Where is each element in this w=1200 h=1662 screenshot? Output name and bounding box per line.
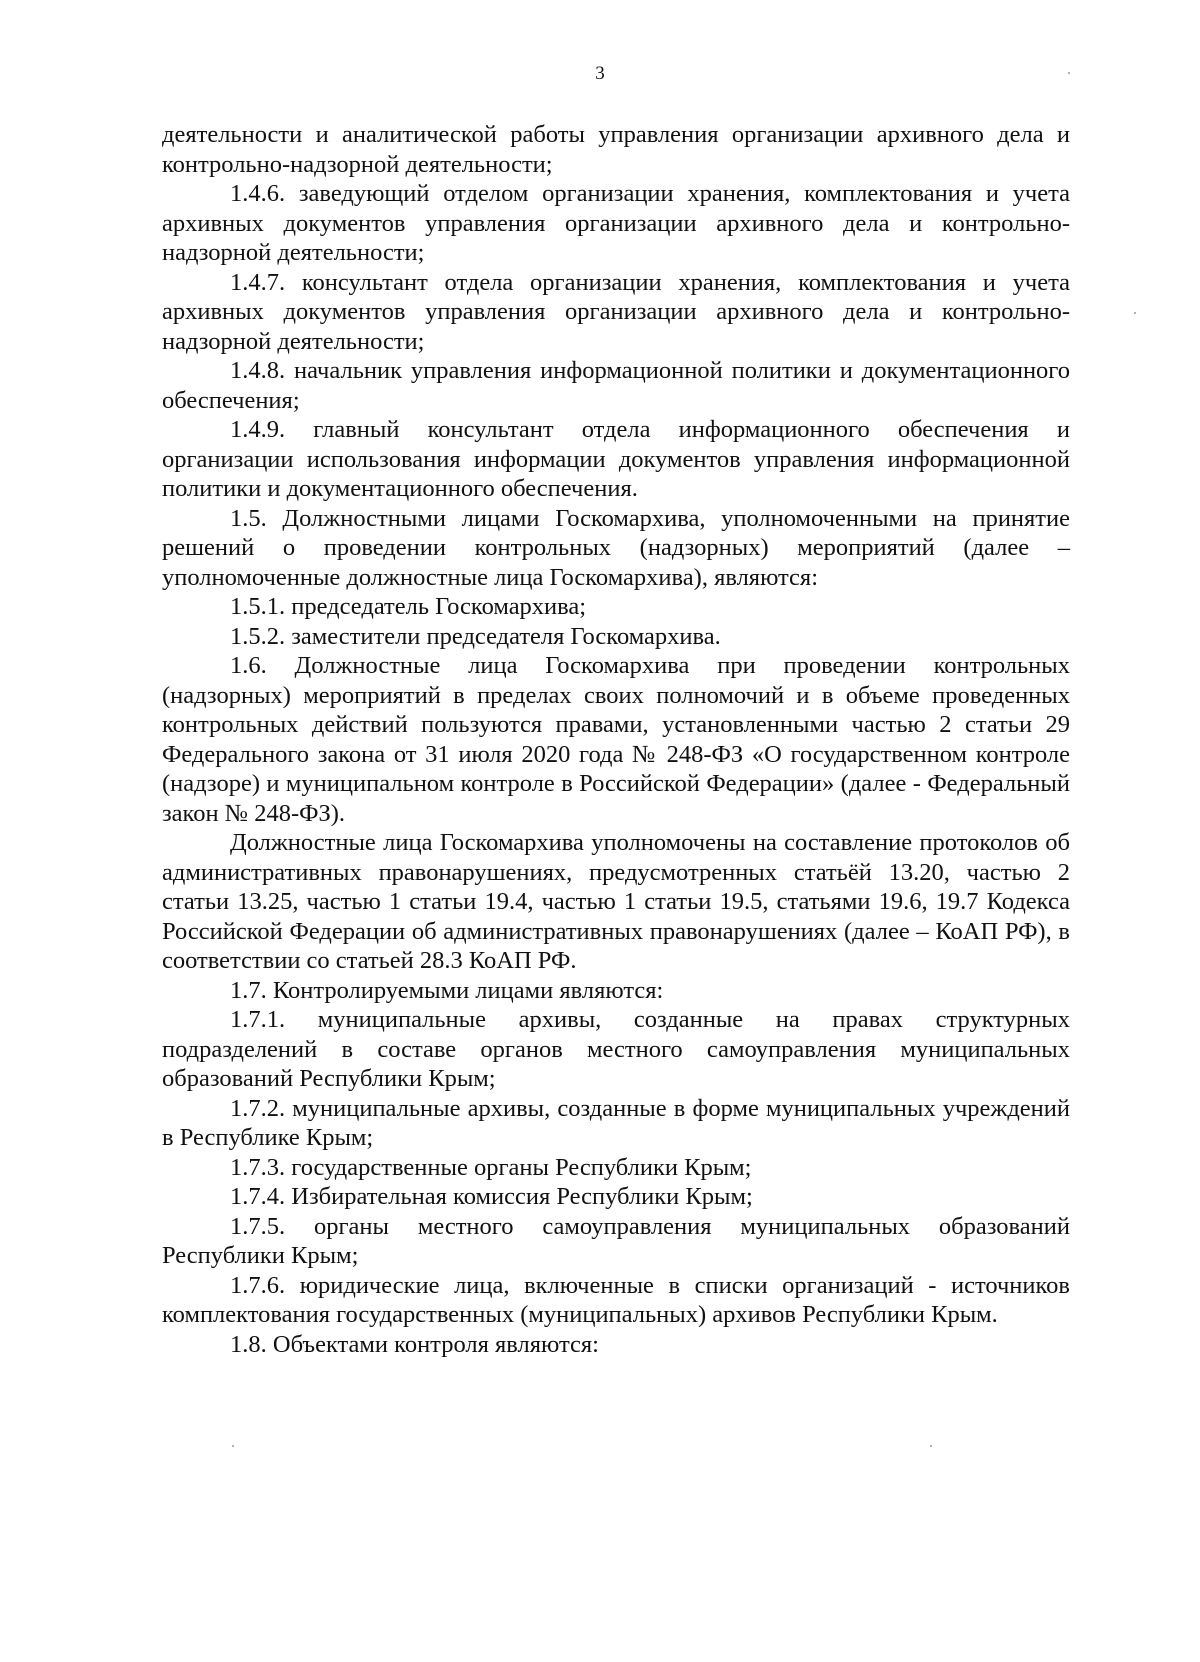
paragraph-1-4-9: 1.4.9. главный консультант отдела информационного обеспечения и организации использования информации документов управления информационной политики и документационного обеспечения.	[162, 416, 1070, 502]
paragraph-1-7-3: 1.7.3. государственные органы Республики Крым;	[230, 1153, 752, 1181]
paragraph-1-5-2: 1.5.2. заместители председателя Госкомархива.	[230, 622, 721, 650]
paragraph-1-8: 1.8. Объектами контроля являются:	[230, 1330, 599, 1358]
paragraph-1-7-5: 1.7.5. органы местного самоуправления муниципальных образований Республики Крым;	[162, 1212, 1070, 1269]
paragraph-officials-protocols: Должностные лица Госкомархива уполномочены на составление протоколов об административных правонарушениях, предусмотренных статьёй 13.20, частью 2 статьи 13.25, частью 1 статьи 19.4, частью 1 статьи 19.5, статьями 19.6, 19.7 Кодекса Российской Федерации об административных правонарушениях (далее – КоАП РФ), в соответствии со статьей 28.3 КоАП РФ.	[162, 829, 1070, 974]
paragraph-1-7-2: 1.7.2. муниципальные архивы, созданные в форме муниципальных учреждений в Республике Крым;	[162, 1094, 1070, 1151]
scan-speck	[232, 1445, 234, 1447]
paragraph-1-7-6: 1.7.6. юридические лица, включенные в списки организаций - источников комплектования государственных (муниципальных) архивов Республики Крым.	[162, 1271, 1070, 1328]
paragraph-1-6: 1.6. Должностные лица Госкомархива при проведении контрольных (надзорных) мероприятий в пределах своих полномочий и в объеме проведенных контрольных действий пользуются правами, установленными частью 2 статьи 29 Федерального закона от 31 июля 2020 года № 248-ФЗ «О государственном контроле (надзоре) и муниципальном контроле в Российской Федерации» (далее - Федеральный закон № 248-ФЗ).	[162, 652, 1070, 827]
document-body	[162, 120, 1070, 1359]
paragraph-1-4-8: 1.4.8. начальник управления информационной политики и документационного обеспечения;	[162, 357, 1070, 414]
paragraph-1-5-1: 1.5.1. председатель Госкомархива;	[230, 593, 587, 620]
paragraph-1-7-4: 1.7.4. Избирательная комиссия Республики Крым;	[230, 1183, 753, 1210]
paragraph-1-4-7: 1.4.7. консультант отдела организации хранения, комплектования и учета архивных документов управления организации архивного дела и контрольно-надзорной деятельности;	[162, 268, 1070, 355]
scan-speck	[1068, 72, 1070, 74]
paragraph-continuation: деятельности и аналитической работы управления организации архивного дела и контрольно-надзорной деятельности;	[162, 121, 1070, 178]
paragraph-1-5: 1.5. Должностными лицами Госкомархива, уполномоченными на принятие решений о проведении контрольных (надзорных) мероприятий (далее – уполномоченные должностные лица Госкомархива), являются:	[162, 504, 1070, 591]
paragraph-1-7: 1.7. Контролируемыми лицами являются:	[230, 976, 664, 1004]
page-number: 3	[595, 63, 605, 84]
scan-speck	[930, 1445, 932, 1447]
paragraph-1-4-6: 1.4.6. заведующий отделом организации хранения, комплектования и учета архивных документов управления организации архивного дела и контрольно-надзорной деятельности;	[162, 180, 1070, 266]
paragraph-1-7-1: 1.7.1. муниципальные архивы, созданные на правах структурных подразделений в составе органов местного самоуправления муниципальных образований Республики Крым;	[162, 1006, 1070, 1092]
scan-speck	[1134, 312, 1136, 314]
